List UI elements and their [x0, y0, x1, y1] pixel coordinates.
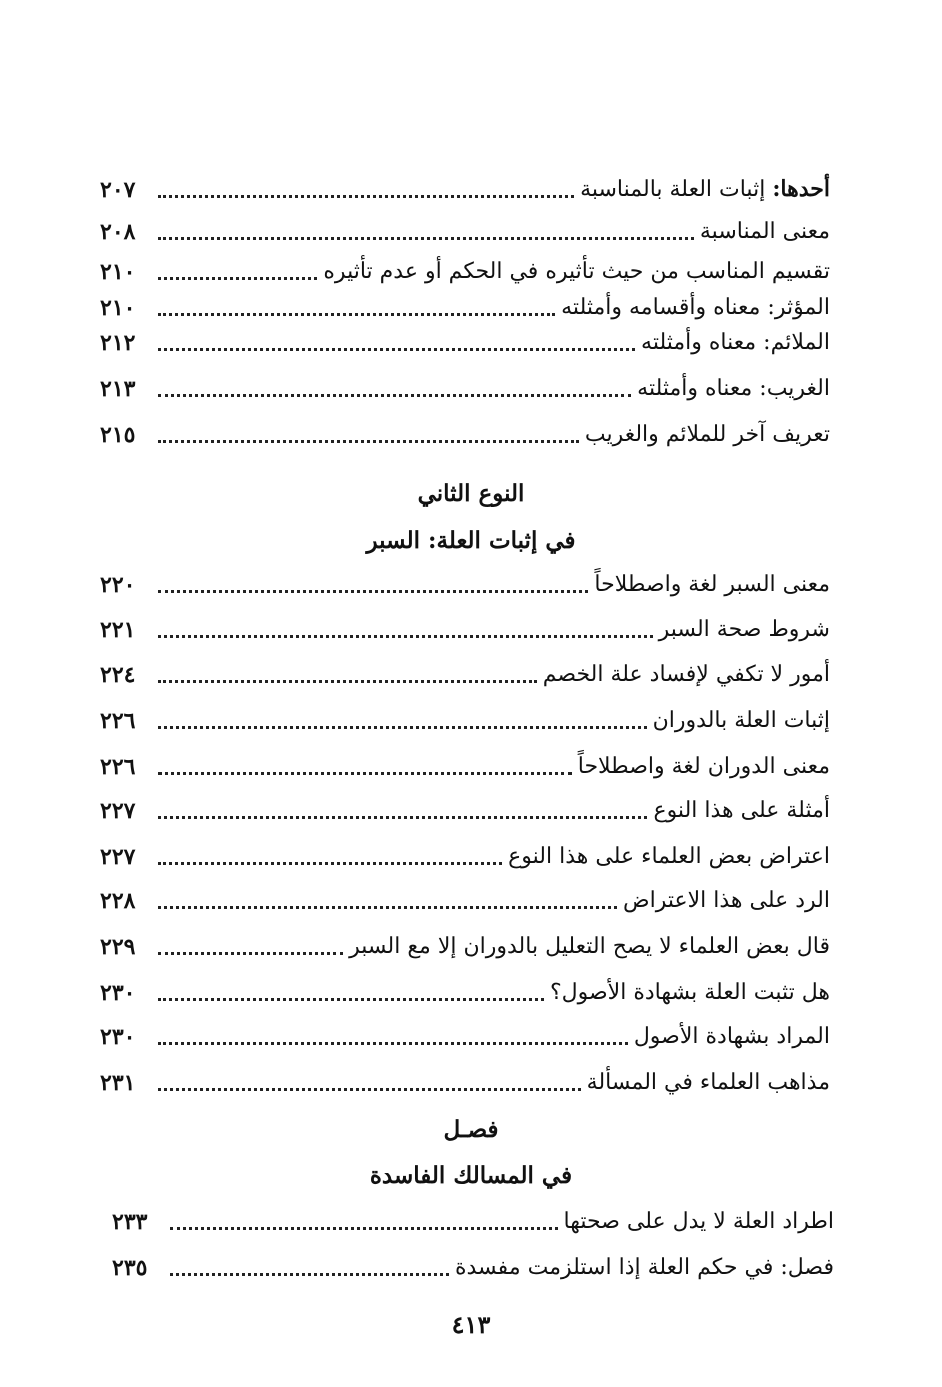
section-subheading: في إثبات العلة: السبر — [366, 527, 576, 554]
dot-leader — [158, 394, 631, 397]
entry-title: تعريف آخر للملائم والغريب — [584, 422, 830, 447]
page-number: ٢٢٩ — [100, 934, 136, 960]
toc-entry — [100, 165, 830, 205]
page-number: ٢٢٤ — [100, 662, 136, 688]
toc-entry — [100, 876, 830, 916]
entry-title: اطراد العلة لا يدل على صحتها — [563, 1209, 834, 1234]
entry-title: معنى الدوران لغة واصطلاحاً — [577, 754, 830, 779]
dot-leader — [158, 1088, 581, 1091]
page-number: ٢٠٧ — [100, 177, 136, 203]
page-number: ٢٢٧ — [100, 844, 136, 870]
page-number: ٢٣٠ — [100, 980, 136, 1006]
dot-leader — [170, 1273, 449, 1276]
entry-title: فصل: في حكم العلة إذا استلزمت مفسدة — [454, 1255, 834, 1280]
entry-title: شروط صحة السبر — [658, 617, 830, 642]
entry-title: أمثلة على هذا النوع — [653, 798, 830, 823]
page-number: ٢٢٧ — [100, 798, 136, 824]
dot-leader — [158, 313, 555, 316]
page-number: ٢٣٣ — [112, 1209, 148, 1235]
dot-leader — [170, 1227, 558, 1230]
dot-leader — [158, 590, 588, 593]
page-number: ٢٠٨ — [100, 219, 136, 245]
toc-entry — [112, 1243, 834, 1283]
toc-entry — [100, 922, 830, 962]
dot-leader — [158, 237, 694, 240]
entry-title: إثبات العلة بالمناسبة — [580, 177, 766, 202]
page-number: ٢١٠ — [100, 259, 136, 285]
entry-title: اعتراض بعض العلماء على هذا النوع — [508, 844, 830, 869]
dot-leader — [158, 906, 617, 909]
entry-title: المراد بشهادة الأصول — [633, 1024, 830, 1049]
entry-title: الملائم: معناه وأمثلته — [641, 330, 830, 355]
page-number: ٢٣٠ — [100, 1024, 136, 1050]
entry-lead: أحدها: — [772, 176, 830, 202]
entry-title: معنى السبر لغة واصطلاحاً — [594, 572, 830, 597]
toc-entry — [100, 786, 830, 826]
dot-leader — [158, 816, 647, 819]
page-number: ٢١٢ — [100, 330, 136, 356]
dot-leader — [158, 952, 343, 955]
page-number: ٢١٥ — [100, 422, 136, 448]
page-number: ٢١٣ — [100, 376, 136, 402]
dot-leader — [158, 1042, 628, 1045]
page-number: ٢٢٦ — [100, 754, 136, 780]
toc-entry — [100, 696, 830, 736]
toc-entry — [100, 1012, 830, 1052]
entry-title: إثبات العلة بالدوران — [652, 708, 830, 733]
section-heading: فصـل — [443, 1116, 499, 1143]
toc-entry — [100, 832, 830, 872]
dot-leader — [158, 998, 544, 1001]
section-heading: النوع الثاني — [417, 480, 525, 507]
entry-title: أمور لا تكفي لإفساد علة الخصم — [542, 662, 830, 687]
dot-leader — [158, 195, 574, 198]
toc-entry — [112, 1197, 834, 1237]
toc-entry — [100, 410, 830, 450]
toc-entry — [100, 318, 830, 358]
page-number: ٢٣٥ — [112, 1255, 148, 1281]
page-number: ٢١٠ — [100, 295, 136, 321]
dot-leader — [158, 277, 317, 280]
dot-leader — [158, 862, 502, 865]
page-number: ٢٢١ — [100, 617, 136, 643]
toc-entry — [100, 968, 830, 1008]
toc-entry — [100, 283, 830, 323]
entry-title: معنى المناسبة — [699, 219, 830, 244]
entry-title: قال بعض العلماء لا يصح التعليل بالدوران إلا مع السبر — [349, 934, 830, 959]
page-number: ٢٢٦ — [100, 708, 136, 734]
page-number: ٢٢٨ — [100, 888, 136, 914]
toc-entry — [100, 650, 830, 690]
dot-leader — [158, 680, 537, 683]
toc-entry — [100, 364, 830, 404]
toc-entry — [100, 605, 830, 645]
toc-entry — [100, 742, 830, 782]
entry-title: هل تثبت العلة بشهادة الأصول؟ — [549, 980, 830, 1005]
entry-title: الغريب: معناه وأمثلته — [637, 376, 830, 401]
dot-leader — [158, 726, 647, 729]
toc-entry — [100, 560, 830, 600]
toc-entry — [100, 247, 830, 287]
entry-title: المؤثر: معناه وأقسامه وأمثلته — [561, 295, 830, 320]
page-folio: ٤١٣ — [451, 1310, 491, 1339]
dot-leader — [158, 348, 635, 351]
toc-entry — [100, 207, 830, 247]
page-number: ٢٣١ — [100, 1070, 136, 1096]
dot-leader — [158, 772, 572, 775]
entry-title: الرد على هذا الاعتراض — [622, 888, 830, 913]
page-number: ٢٢٠ — [100, 572, 136, 598]
toc-entry — [100, 1058, 830, 1098]
dot-leader — [158, 635, 653, 638]
entry-title: مذاهب العلماء في المسألة — [586, 1070, 830, 1095]
dot-leader — [158, 440, 579, 443]
section-subheading: في المسالك الفاسدة — [369, 1162, 573, 1189]
entry-title: تقسيم المناسب من حيث تأثيره في الحكم أو عدم تأثيره — [323, 259, 830, 284]
